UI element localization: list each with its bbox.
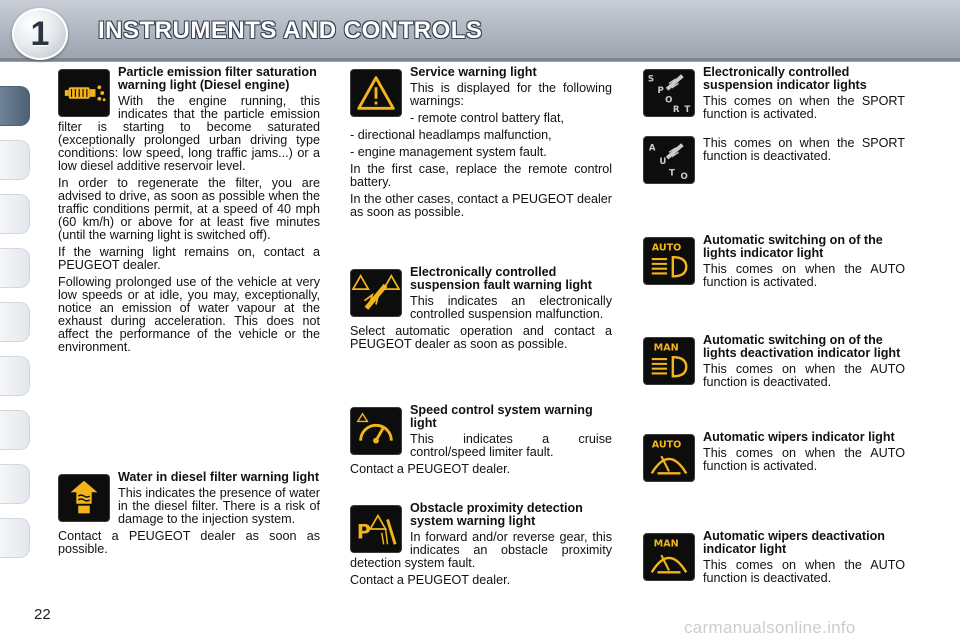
chapter-tab[interactable] — [0, 140, 30, 180]
auto-letter-u: U — [659, 156, 667, 167]
particle-filter-paragraph-3: If the warning light remains on, contact a PEUGEOT dealer. — [58, 245, 320, 272]
service-paragraph-1: This is displayed for the following warnings: — [410, 81, 612, 108]
service-item-1: - remote control battery flat, — [410, 111, 564, 125]
chapter-tab[interactable] — [0, 194, 30, 234]
speed-control-paragraph-2: Contact a PEUGEOT dealer. — [350, 462, 511, 476]
particle-filter-section — [58, 66, 320, 358]
suspension-indicator-title: Electronically controlled suspension indicator lights — [703, 65, 867, 92]
auto-wipers-on-title: Automatic wipers indicator light — [703, 430, 895, 444]
suspension-fault-paragraph-1: This indicates an electronically controlled suspension malfunction. — [410, 294, 612, 321]
watermark: carmanualsonline.info — [684, 618, 856, 637]
speed-control-paragraph-1: This indicates a cruise control/speed limiter fault. — [410, 432, 612, 459]
obstacle-detection-section — [350, 502, 612, 591]
water-diesel-paragraph-1: This indicates the presence of water in the diesel filter. There is a risk of damage to the injection system. — [118, 486, 320, 526]
suspension-fault-paragraph-2: Select automatic operation and contact a PEUGEOT dealer as soon as possible. — [350, 324, 612, 351]
auto-lights-icon — [643, 237, 695, 285]
chapter-number: 1 — [30, 14, 50, 53]
chapter-badge — [12, 8, 68, 60]
sport-off-text: This comes on when the SPORT function is deactivated. — [703, 136, 905, 163]
suspension-sport-icon — [643, 69, 695, 117]
chapter-tab-active[interactable] — [0, 86, 30, 126]
service-warning-icon — [350, 69, 402, 117]
chapter-tab[interactable] — [0, 410, 30, 450]
auto-wipers-on-section — [643, 431, 905, 484]
chapter-tab[interactable] — [0, 356, 30, 396]
sport-letter-r: R — [672, 105, 680, 116]
chapter-tab[interactable] — [0, 302, 30, 342]
water-diesel-section — [58, 471, 320, 560]
particle-filter-title: Particle emission filter saturation warning light (Diesel engine) — [118, 65, 317, 92]
service-item-2: - directional headlamps malfunction, — [350, 128, 552, 142]
header-divider — [0, 58, 960, 61]
sport-on-text: This comes on when the SPORT function is activated. — [703, 94, 905, 121]
auto-lights-on-text: This comes on when the AUTO function is activated. — [703, 262, 905, 289]
auto-letter-o: O — [680, 172, 688, 183]
service-section — [350, 66, 612, 223]
svg-text:P: P — [356, 520, 371, 544]
suspension-indicator-section — [643, 66, 905, 186]
speed-control-icon — [350, 407, 402, 455]
page-number: 22 — [34, 606, 51, 623]
auto-lights-on-title: Automatic switching on of the lights indicator light — [703, 233, 883, 260]
chapter-tab[interactable] — [0, 464, 30, 504]
sport-letter-s: S — [647, 74, 655, 85]
particle-filter-paragraph-2: In order to regenerate the filter, you are advised to drive, as soon as possible when the traffic conditions permit, at a speed of 40 mph (60 km/h) or above for at least five minutes (until the warning light is switched off). — [58, 176, 320, 242]
particle-filter-paragraph-4: Following prolonged use of the vehicle at very low speeds or at idle, you may, exceptionally, notice an emission of water vapour at the exhaust during acceleration. This does not affect the performance of the vehicle or the environment. — [58, 275, 320, 354]
suspension-fault-icon — [350, 269, 402, 317]
auto-wipers-off-section — [643, 530, 905, 589]
suspension-fault-section — [350, 266, 612, 355]
chapter-tabs — [0, 68, 30, 578]
sport-letter-p: P — [657, 86, 664, 96]
speed-control-section — [350, 404, 612, 480]
water-diesel-paragraph-2: Contact a PEUGEOT dealer as soon as possible. — [58, 529, 320, 556]
auto-lights-off-section — [643, 334, 905, 393]
obstacle-detection-paragraph-1: In forward and/or reverse gear, this indicates an obstacle proximity detection system fault. — [350, 530, 612, 570]
sport-letter-t: T — [684, 105, 691, 116]
manual-wipers-icon — [643, 533, 695, 581]
manual-lights-icon-label: MAN — [653, 342, 679, 354]
suspension-fault-title: Electronically controlled suspension fault warning light — [410, 265, 592, 292]
auto-lights-icon-label: AUTO — [651, 242, 682, 254]
particle-filter-paragraph-1: With the engine running, this indicates that the particle emission filter is starting to become saturated (exceptionally prolonged urban driving type conditions: low speed, long traffic jams...) or a low diesel additive reservoir level. — [58, 94, 320, 173]
auto-lights-off-text: This comes on when the AUTO function is deactivated. — [703, 362, 905, 389]
auto-lights-on-section — [643, 234, 905, 293]
auto-wipers-on-text: This comes on when the AUTO function is activated. — [703, 446, 905, 473]
chapter-tab[interactable] — [0, 248, 30, 288]
auto-letter-a: A — [648, 143, 656, 154]
water-in-diesel-icon — [58, 474, 110, 522]
manual-wipers-icon-label: MAN — [653, 538, 679, 550]
water-diesel-title: Water in diesel filter warning light — [118, 470, 320, 484]
auto-letter-t: T — [669, 168, 675, 179]
service-item-3: - engine management system fault. — [350, 145, 547, 159]
chapter-title: INSTRUMENTS AND CONTROLS — [98, 17, 483, 44]
service-title: Service warning light — [410, 65, 537, 79]
service-paragraph-3: In the other cases, contact a PEUGEOT dealer as soon as possible. — [350, 192, 612, 219]
chapter-tab[interactable] — [0, 518, 30, 558]
sport-letter-o: O — [665, 95, 673, 106]
auto-wipers-off-title: Automatic wipers deactivation indicator light — [703, 529, 885, 556]
obstacle-detection-title: Obstacle proximity detection system warning light — [410, 501, 583, 528]
obstacle-detection-icon — [350, 505, 402, 553]
auto-wipers-icon — [643, 434, 695, 482]
speed-control-title: Speed control system warning light — [410, 403, 593, 430]
service-paragraph-2: In the first case, replace the remote control battery. — [350, 162, 612, 189]
obstacle-detection-paragraph-2: Contact a PEUGEOT dealer. — [350, 573, 511, 587]
auto-wipers-off-text: This comes on when the AUTO function is deactivated. — [703, 558, 905, 585]
manual-lights-icon — [643, 337, 695, 385]
suspension-auto-icon — [643, 136, 695, 184]
auto-wipers-icon-label: AUTO — [651, 439, 682, 451]
auto-lights-off-title: Automatic switching on of the lights deactivation indicator light — [703, 333, 901, 360]
particle-filter-icon — [58, 69, 110, 117]
